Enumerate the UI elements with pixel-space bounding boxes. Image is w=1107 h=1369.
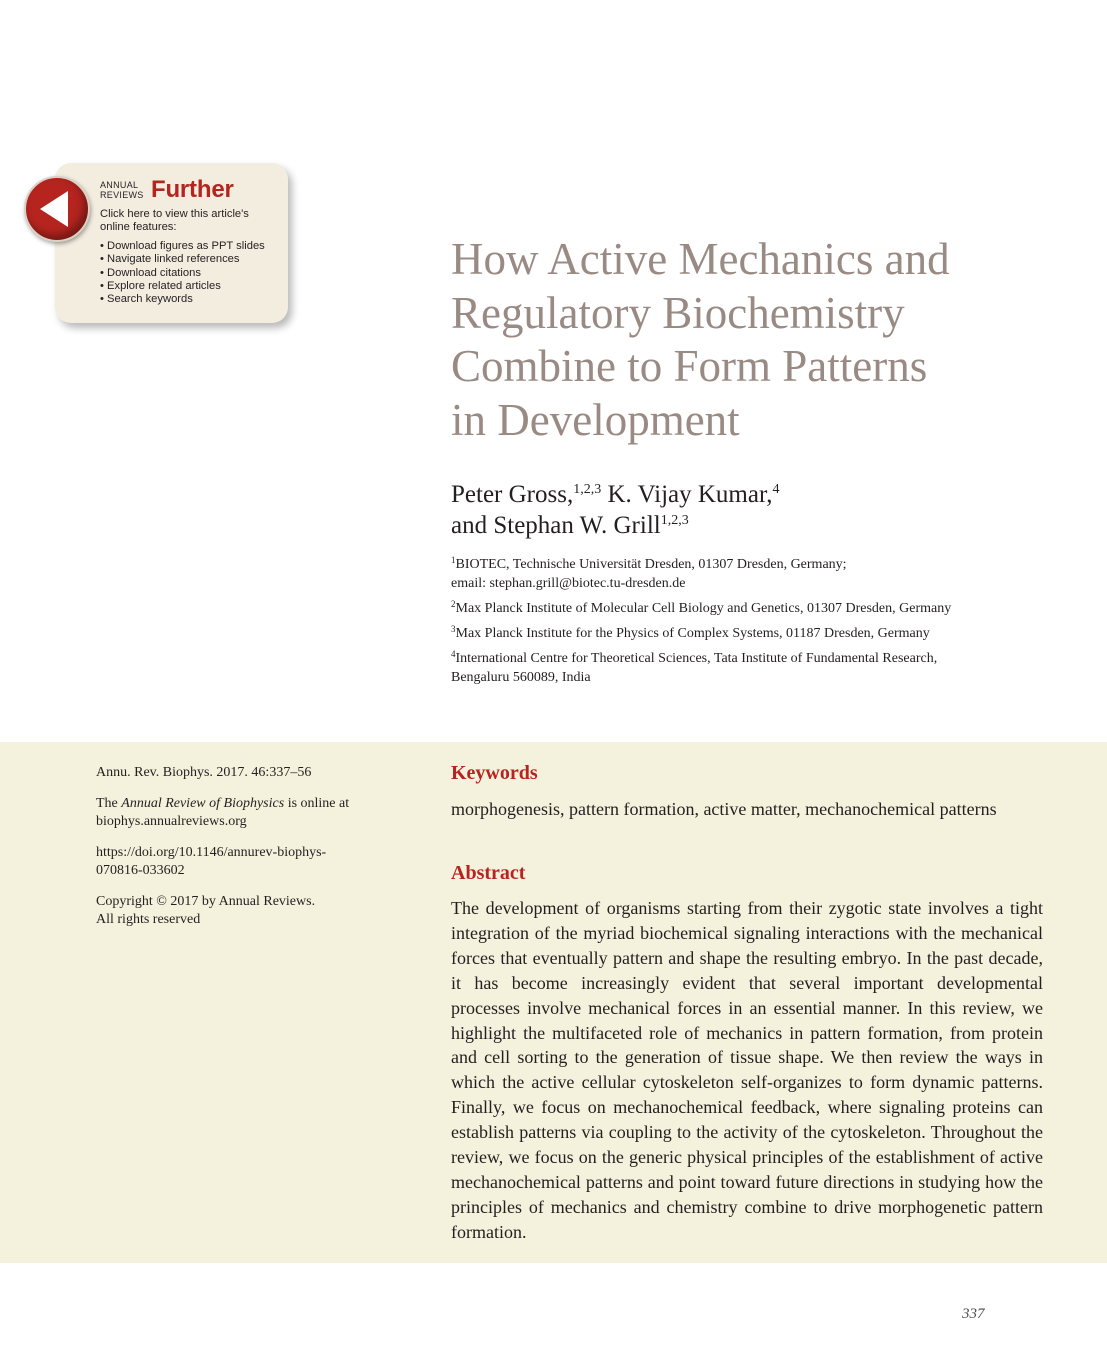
affiliation-sup: 3 — [451, 624, 456, 634]
affiliation — [451, 599, 1051, 618]
feature-item[interactable]: • Explore related articles — [100, 280, 280, 293]
further-intro: to view this article's online features: — [100, 208, 249, 234]
author-list — [451, 479, 1051, 541]
logo-annual: ANNUAL — [100, 180, 139, 190]
affiliation-text: Max Planck Institute for the Physics of Complex Systems, 01187 Dresden, Germany — [455, 626, 930, 641]
click-here-link[interactable]: Click here — [100, 208, 150, 220]
affiliation-text: Bengaluru 560089, India — [451, 670, 591, 685]
article-title — [451, 233, 1051, 447]
logo-annual-reviews — [100, 180, 144, 200]
author-name: K. Vijay Kumar, — [601, 481, 773, 508]
page-number: 337 — [962, 1306, 985, 1322]
affiliation-text: BIOTEC, Technische Universität Dresden, 01307 Dresden, Germany; — [455, 557, 847, 572]
online-text: is online at — [284, 796, 350, 811]
feature-item[interactable]: • Download figures as PPT slides — [100, 240, 280, 253]
keywords-heading: Keywords — [451, 762, 538, 784]
feature-list — [100, 240, 280, 307]
doi-text[interactable]: 070816-033602 — [96, 863, 185, 878]
doi-link[interactable] — [96, 844, 386, 880]
author-name: and Stephan W. Grill — [451, 512, 661, 539]
affiliation-text: Max Planck Institute of Molecular Cell Biology and Genetics, 01307 Dresden, Germany — [455, 601, 952, 616]
logo-further: Further — [151, 176, 234, 203]
title-line: Regulatory Biochemistry — [451, 287, 905, 338]
online-text: The — [96, 796, 122, 811]
title-line: How Active Mechanics and — [451, 234, 950, 284]
online-notice — [96, 795, 386, 831]
title-line: in Development — [451, 394, 740, 445]
author-email[interactable]: email: stephan.grill@biotec.tu-dresden.de — [451, 576, 686, 591]
affiliation-sup: 4 — [451, 649, 456, 659]
title-line: Combine to Form Patterns — [451, 341, 928, 391]
feature-item[interactable]: • Search keywords — [100, 293, 280, 306]
author-affil-sup: 1,2,3 — [660, 513, 689, 528]
affiliation — [451, 624, 1051, 643]
abstract-heading: Abstract — [451, 862, 526, 884]
affiliation-text: International Centre for Theoretical Sciences, Tata Institute of Fundamental Research, — [455, 651, 938, 666]
author-affil-sup: 4 — [772, 482, 780, 497]
copyright-text: Copyright © 2017 by Annual Reviews. — [96, 894, 316, 909]
affiliations — [451, 555, 1051, 693]
further-features — [100, 208, 280, 307]
affiliation — [451, 649, 1051, 687]
affiliation-sup: 2 — [451, 599, 456, 609]
abstract-text: The development of organisms starting from their zygotic state involves a tight integration of the myriad biochemical signaling interactions with the mechanical forces that eventually pattern and shape the resulting embryo. In the past decade, it has become increasingly evident that several important developmental processes involve mechanical forces in an essential manner. In this review, we highlight the multifaceted role of mechanics in pattern formation, from protein and cell sorting to the generation of tissue shape. We then review the ways in which the active cellular cytoskeleton self-organizes to form dynamic patterns. Finally, we focus on mechanochemical feedback, where signaling proteins can establish patterns via coupling to the activity of the cytoskeleton. Throughout the review, we focus on the generic physical principles of the establishment of active mechanochemical patterns and point toward future directions in studying how the principles of mechanics and chemistry combine to drive morphogenetic pattern formation. — [451, 898, 1043, 1242]
author-affil-sup: 1,2,3 — [573, 482, 602, 497]
author-name: Peter Gross, — [451, 481, 574, 508]
keywords-text: morphogenesis, pattern formation, active matter, mechanochemical patterns — [451, 799, 997, 819]
citation-sidebar — [96, 764, 386, 942]
affiliation — [451, 555, 1051, 593]
rights-text: All rights reserved — [96, 912, 201, 927]
doi-text[interactable]: https://doi.org/10.1146/annurev-biophys- — [96, 845, 327, 860]
copyright — [96, 893, 386, 929]
logo-reviews: REVIEWS — [100, 190, 144, 200]
citation: Annu. Rev. Biophys. 2017. 46:337–56 — [96, 765, 312, 780]
feature-item[interactable]: • Navigate linked references — [100, 253, 280, 266]
affiliation-sup: 1 — [451, 555, 456, 565]
journal-name: Annual Review of Biophysics — [121, 796, 285, 811]
back-arrow-icon[interactable] — [24, 176, 90, 242]
feature-item[interactable]: • Download citations — [100, 267, 280, 280]
journal-site-link[interactable]: biophys.annualreviews.org — [96, 814, 247, 829]
